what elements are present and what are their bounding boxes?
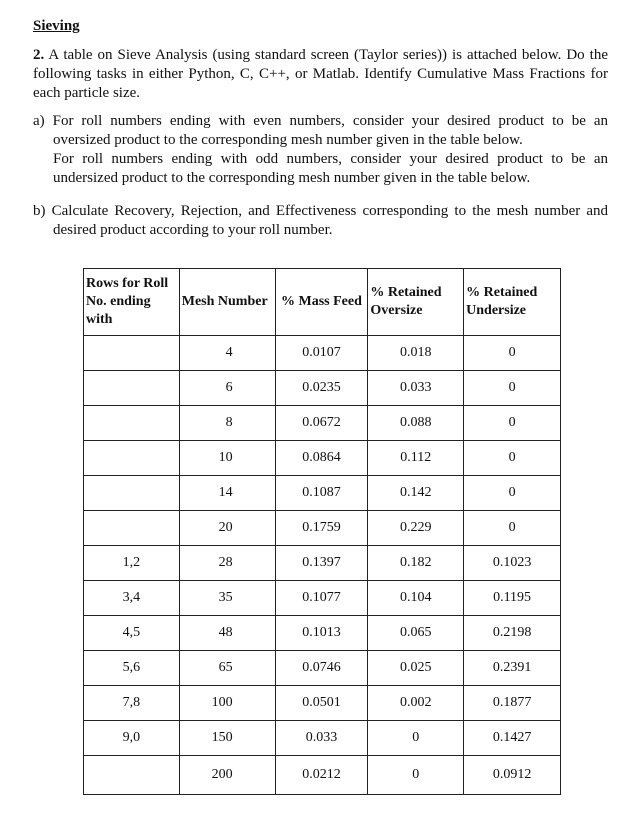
question-intro <box>33 46 608 103</box>
cell-roll <box>84 371 180 406</box>
header-retained-oversize: % Retained Oversize <box>368 269 464 336</box>
cell-roll <box>84 406 180 441</box>
table-row <box>84 476 561 511</box>
cell-roll <box>84 511 180 546</box>
cell-feed: 0.1077 <box>275 581 368 616</box>
table-row <box>84 406 561 441</box>
table-row <box>84 581 561 616</box>
cell-roll: 5,6 <box>84 651 180 686</box>
cell-undersize: 0.2391 <box>464 651 561 686</box>
question-number: 2. <box>33 47 45 63</box>
table-header-row <box>84 269 561 336</box>
cell-feed: 0.0746 <box>275 651 368 686</box>
task-a-text1: For roll numbers ending with even numbers, consider your desired product to be an oversized product to the corresponding mesh number given in the table below. <box>52 113 609 148</box>
cell-undersize: 0 <box>464 511 561 546</box>
header-roll-rows: Rows for Roll No. ending with <box>84 269 180 336</box>
cell-undersize: 0.1023 <box>464 546 561 581</box>
task-b-text: Calculate Recovery, Rejection, and Effectiveness corresponding to the mesh number and desired product according to your roll number. <box>51 203 609 238</box>
question-text: A table on Sieve Analysis (using standard screen (Taylor series)) is attached below. Do the following tasks in either Python, C, C++, or Matlab. Identify Cumulative Mass Fractions for each particle size. <box>33 47 608 101</box>
cell-undersize: 0.2198 <box>464 616 561 651</box>
cell-oversize: 0 <box>368 756 464 795</box>
table-row <box>84 756 561 795</box>
cell-mesh: 6 <box>179 371 275 406</box>
cell-feed: 0.0501 <box>275 686 368 721</box>
cell-undersize: 0.1427 <box>464 721 561 756</box>
cell-mesh: 150 <box>179 721 275 756</box>
cell-mesh: 4 <box>179 336 275 371</box>
cell-oversize: 0.018 <box>368 336 464 371</box>
cell-oversize: 0.104 <box>368 581 464 616</box>
cell-oversize: 0.088 <box>368 406 464 441</box>
cell-feed: 0.0212 <box>275 756 368 795</box>
table-row <box>84 546 561 581</box>
cell-roll <box>84 336 180 371</box>
cell-feed: 0.1397 <box>275 546 368 581</box>
header-retained-undersize: % Retained Undersize <box>464 269 561 336</box>
cell-feed: 0.0672 <box>275 406 368 441</box>
cell-mesh: 20 <box>179 511 275 546</box>
cell-oversize: 0.182 <box>368 546 464 581</box>
cell-undersize: 0.1877 <box>464 686 561 721</box>
task-a-text2: For roll numbers ending with odd numbers, consider your desired product to be an undersized product to the corresponding mesh number given in the table below. <box>53 151 608 186</box>
cell-mesh: 14 <box>179 476 275 511</box>
task-b-label: b) <box>33 203 46 219</box>
table-row <box>84 441 561 476</box>
section-title: Sieving <box>33 18 80 34</box>
task-b-line <box>33 202 608 240</box>
cell-undersize: 0.0912 <box>464 756 561 795</box>
cell-feed: 0.033 <box>275 721 368 756</box>
cell-oversize: 0.002 <box>368 686 464 721</box>
table-row <box>84 511 561 546</box>
cell-mesh: 28 <box>179 546 275 581</box>
cell-feed: 0.1013 <box>275 616 368 651</box>
task-a-line1 <box>33 112 608 150</box>
cell-mesh: 200 <box>179 756 275 795</box>
cell-roll <box>84 756 180 795</box>
cell-undersize: 0 <box>464 371 561 406</box>
cell-roll: 9,0 <box>84 721 180 756</box>
task-b <box>33 202 608 240</box>
cell-undersize: 0 <box>464 441 561 476</box>
sieve-analysis-table <box>83 268 561 795</box>
cell-roll: 1,2 <box>84 546 180 581</box>
table-row <box>84 721 561 756</box>
cell-oversize: 0.229 <box>368 511 464 546</box>
cell-oversize: 0.065 <box>368 616 464 651</box>
cell-feed: 0.0235 <box>275 371 368 406</box>
cell-oversize: 0.025 <box>368 651 464 686</box>
cell-oversize: 0.033 <box>368 371 464 406</box>
cell-feed: 0.0107 <box>275 336 368 371</box>
cell-undersize: 0.1195 <box>464 581 561 616</box>
cell-roll: 3,4 <box>84 581 180 616</box>
cell-mesh: 35 <box>179 581 275 616</box>
cell-undersize: 0 <box>464 406 561 441</box>
cell-mesh: 65 <box>179 651 275 686</box>
cell-roll <box>84 476 180 511</box>
cell-oversize: 0 <box>368 721 464 756</box>
cell-roll: 4,5 <box>84 616 180 651</box>
table-row <box>84 686 561 721</box>
cell-oversize: 0.112 <box>368 441 464 476</box>
cell-mesh: 8 <box>179 406 275 441</box>
table-row <box>84 371 561 406</box>
table-row <box>84 336 561 371</box>
cell-feed: 0.0864 <box>275 441 368 476</box>
cell-undersize: 0 <box>464 336 561 371</box>
cell-mesh: 10 <box>179 441 275 476</box>
cell-oversize: 0.142 <box>368 476 464 511</box>
task-a-label: a) <box>33 113 45 129</box>
cell-feed: 0.1087 <box>275 476 368 511</box>
cell-mesh: 100 <box>179 686 275 721</box>
header-mesh-number: Mesh Number <box>179 269 275 336</box>
cell-roll <box>84 441 180 476</box>
cell-mesh: 48 <box>179 616 275 651</box>
task-a <box>33 112 608 188</box>
table-row <box>84 651 561 686</box>
table-row <box>84 616 561 651</box>
cell-roll: 7,8 <box>84 686 180 721</box>
cell-feed: 0.1759 <box>275 511 368 546</box>
header-mass-feed: % Mass Feed <box>275 269 368 336</box>
cell-undersize: 0 <box>464 476 561 511</box>
